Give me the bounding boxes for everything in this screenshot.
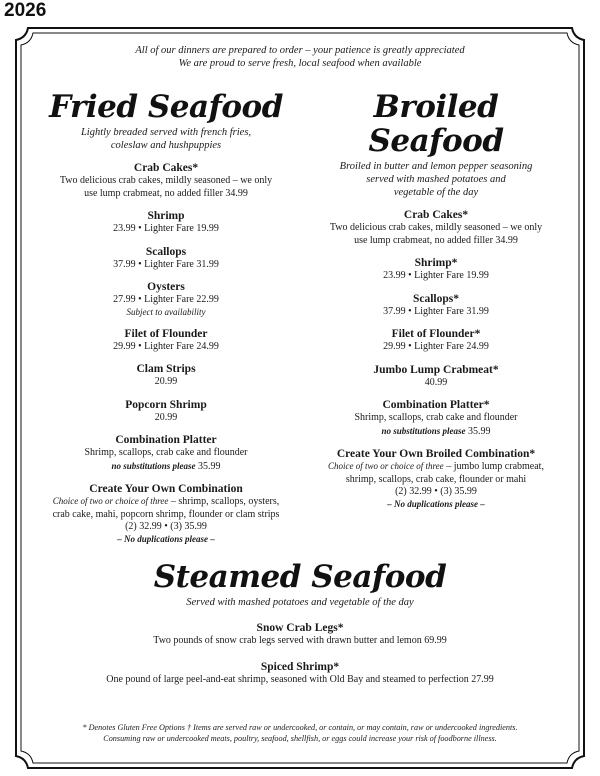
- menu-item: [310, 292, 562, 319]
- subtitle-line: Lightly breaded served with french fries,: [80, 127, 252, 138]
- section-subtitle: [40, 126, 292, 152]
- year-label: 2026: [4, 0, 47, 21]
- menu-item: [310, 327, 562, 354]
- item-name: Crab Cakes*: [133, 162, 199, 174]
- item-price: 35.99: [198, 460, 221, 472]
- item-description: shrimp, scallops, crab cake, flounder or mahi: [345, 473, 527, 485]
- item-price: 20.99: [154, 411, 178, 423]
- footer-line: * Denotes Gluten Free Options † Items are served raw or undercooked, or contain, or may contain, raw or undercooked ingredients.: [82, 723, 518, 732]
- item-name: Scallops: [145, 245, 187, 258]
- item-choice: Choice of two or choice of three: [52, 496, 169, 506]
- menu-item: [40, 433, 292, 473]
- footer-disclaimer: [30, 722, 570, 744]
- section-title: Steamed Seafood: [153, 559, 447, 595]
- item-price: 23.99 • Lighter Fare 19.99: [113, 223, 219, 234]
- menu-item: [310, 447, 562, 509]
- item-description: Two delicious crab cakes, mildly seasoned – we only: [59, 175, 273, 186]
- item-name: Scallops*: [412, 292, 459, 305]
- item-name: Create Your Own Broiled Combination*: [336, 448, 536, 460]
- menu-item: [40, 362, 292, 389]
- item-choice: Choice of two or choice of three: [328, 461, 444, 471]
- menu-item: [310, 363, 562, 390]
- item-note: – No duplications please –: [387, 498, 485, 509]
- item-price-line: [310, 425, 562, 439]
- footer-line: Consuming raw or undercooked meats, poultry, seafood, shellfish, or eggs could increase your risk of foodborne illness.: [103, 734, 497, 743]
- item-description: [40, 496, 292, 509]
- item-note: – No duplications please –: [117, 533, 215, 544]
- item-price: (2) 32.99 • (3) 35.99: [125, 521, 207, 532]
- item-price: 23.99 • Lighter Fare 19.99: [383, 270, 489, 281]
- item-price: 29.99 • Lighter Fare 24.99: [113, 340, 219, 352]
- item-name: Combination Platter*: [382, 399, 490, 411]
- item-name: Shrimp*: [414, 257, 458, 269]
- menu-item: [40, 621, 560, 648]
- intro-line: We are proud to serve fresh, local seafood when available: [178, 58, 422, 69]
- item-price: 40.99: [424, 376, 448, 388]
- subtitle-line: served with mashed potatoes and: [366, 174, 506, 185]
- item-name: Create Your Own Combination: [89, 483, 243, 495]
- item-price: 35.99: [468, 425, 491, 437]
- menu-item: [40, 280, 292, 318]
- menu-item: [310, 256, 562, 283]
- item-price: 20.99: [154, 376, 178, 387]
- broiled-seafood-section: [310, 90, 562, 509]
- item-options: – jumbo lump crabmeat,: [446, 461, 544, 472]
- item-price: 37.99 • Lighter Fare 31.99: [113, 258, 219, 270]
- menu-item: [40, 660, 560, 687]
- fried-seafood-section: [40, 90, 292, 544]
- item-description: use lump crabmeat, no added filler 34.99: [84, 187, 248, 199]
- item-description: One pound of large peel-and-eat shrimp, seasoned with Old Bay and steamed to perfection 27.99: [106, 673, 494, 685]
- menu-item: [40, 161, 292, 200]
- item-description: Shrimp, scallops, crab cake and flounder: [354, 412, 518, 423]
- menu-item: [40, 245, 292, 272]
- item-note: no substitutions please: [111, 460, 196, 471]
- item-name: Crab Cakes*: [403, 209, 469, 221]
- item-price-line: [40, 460, 292, 474]
- section-title: Fried Seafood: [49, 89, 283, 125]
- subtitle-line: vegetable of the day: [393, 187, 479, 198]
- menu-item: [40, 398, 292, 425]
- item-name: Jumbo Lump Crabmeat*: [373, 363, 499, 376]
- item-description: Two pounds of snow crab legs served with drawn butter and lemon 69.99: [153, 635, 447, 646]
- steamed-seafood-section: [40, 560, 560, 686]
- item-name: Filet of Flounder: [124, 327, 208, 340]
- item-description: Shrimp, scallops, crab cake and flounder: [84, 447, 248, 458]
- item-name: Filet of Flounder*: [391, 328, 481, 340]
- item-description: [310, 461, 562, 474]
- item-note: Subject to availability: [126, 306, 206, 317]
- section-subtitle: Served with mashed potatoes and vegetable of the day: [186, 597, 414, 608]
- intro-text: [0, 44, 600, 70]
- menu-item: [40, 482, 292, 544]
- item-name: Combination Platter: [115, 434, 217, 446]
- item-name: Spiced Shrimp*: [260, 660, 340, 673]
- item-description: use lump crabmeat, no added filler 34.99: [354, 234, 518, 246]
- item-price: (2) 32.99 • (3) 35.99: [395, 486, 477, 497]
- item-name: Snow Crab Legs*: [256, 622, 344, 634]
- subtitle-line: Broiled in butter and lemon pepper seasoning: [339, 161, 533, 172]
- section-title: Broiled Seafood: [368, 89, 504, 159]
- subtitle-line: coleslaw and hushpuppies: [110, 140, 222, 151]
- item-note: no substitutions please: [381, 425, 466, 436]
- item-name: Clam Strips: [136, 363, 196, 375]
- item-name: Oysters: [147, 281, 185, 293]
- item-name: Popcorn Shrimp: [125, 398, 207, 411]
- item-price: 27.99 • Lighter Fare 22.99: [113, 294, 219, 305]
- menu-item: [40, 209, 292, 236]
- item-description: Two delicious crab cakes, mildly seasoned – we only: [329, 222, 543, 233]
- item-price: 29.99 • Lighter Fare 24.99: [383, 341, 489, 352]
- item-description: crab cake, mahi, popcorn shrimp, flounder or clam strips: [52, 508, 280, 520]
- intro-line: All of our dinners are prepared to order – your patience is greatly appreciated: [135, 45, 465, 56]
- item-price: 37.99 • Lighter Fare 31.99: [383, 305, 489, 317]
- item-options: – shrimp, scallops, oysters,: [170, 496, 280, 507]
- item-name: Shrimp: [147, 210, 185, 222]
- menu-item: [310, 208, 562, 247]
- menu-item: [310, 398, 562, 438]
- menu-item: [40, 327, 292, 354]
- section-subtitle: [310, 160, 562, 199]
